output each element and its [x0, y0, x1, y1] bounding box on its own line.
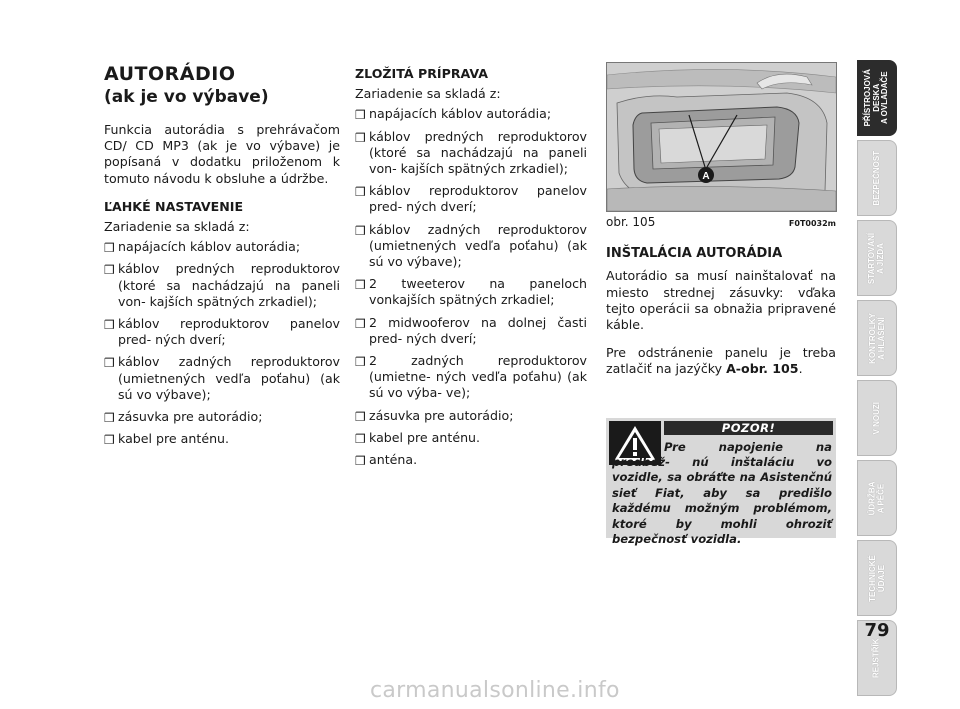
tab-startovani-a-jizda[interactable]: STARTOVÁNÍ A JÍZDA — [857, 220, 897, 296]
page-number: 79 — [864, 620, 890, 641]
list-item: ❒ káblov reproduktorov panelov pred- ných dverí; — [355, 183, 587, 215]
panel-removal-paragraph: Pre odstránenie panelu je treba zatlačiť na jazýčky A-obr. 105. — [606, 345, 836, 377]
warning-text: Pre napojenie na predbež- nú inštaláciu vo vozidle, sa obráťte na Asistenčnú sieť Fiat, aby sa predišlo každému možným problémom, ktoré by mohli ohroziť bezpečnosť vozidla. — [612, 439, 832, 547]
list-item: ❒ 2 zadných reproduktorov (umietne- ných vedľa poťahu) (ak sú vo výba- ve); — [355, 353, 587, 401]
list-item: ❒ 2 midwooferov na dolnej časti pred- ných dverí; — [355, 314, 587, 346]
tab-kontrolky-a-hlaseni[interactable]: KONTROLKY A HLÁŠENÍ — [857, 300, 897, 376]
warning-box — [606, 418, 836, 547]
tab-bezpecnost[interactable]: BEZPEČNOST — [857, 140, 897, 216]
figure-code: F0T0032m — [788, 219, 836, 228]
column-left — [104, 62, 340, 453]
checkbox-bullet-icon: ❒ — [104, 411, 115, 426]
section-heading-installation: INŠTALÁCIA AUTORÁDIA — [606, 246, 783, 262]
installation-paragraph: Autorádio sa musí nainštalovať na miesto strednej zásuvky: vďaka tejto operácii sa obnažia pripravené káble. — [606, 268, 836, 333]
intro-paragraph: Funkcia autorádia s prehrávačom CD/ CD MP3 (ak je vo výbave) je popísaná v dodatku priloženom k tomuto návodu k obsluhe a údržbe. — [104, 122, 340, 186]
section-intro: Zariadenie sa skladá z: — [355, 86, 501, 102]
section-intro: Zariadenie sa skladá z: — [104, 219, 250, 235]
checkbox-bullet-icon: ❒ — [355, 223, 366, 238]
column-middle — [355, 62, 587, 474]
checkbox-bullet-icon: ❒ — [355, 431, 366, 446]
checkbox-bullet-icon: ❒ — [355, 130, 366, 145]
list-item: ❒ káblov zadných reproduktorov (umietnených vedľa poťahu) (ak sú vo výbave); — [355, 221, 587, 270]
component-list-easy — [104, 239, 340, 447]
tab-rejstrik[interactable]: REJSTŘÍK — [857, 620, 897, 696]
warning-header: POZOR! — [664, 421, 833, 435]
tab-v-nouzi[interactable]: V NOUZI — [857, 380, 897, 456]
list-item: ❒ kabel pre anténu. — [355, 429, 481, 446]
figure-label: obr. 105 — [606, 215, 656, 229]
checkbox-bullet-icon: ❒ — [355, 409, 366, 424]
column-right — [606, 62, 836, 547]
list-item: ❒ 2 tweeterov na paneloch vonkajších spätných zrkadiel; — [355, 276, 587, 308]
list-item: ❒ káblov predných reproduktorov (ktoré sa nachádzajú na paneli von- kajších spätných zrkadiel); — [104, 261, 340, 309]
checkbox-bullet-icon: ❒ — [104, 356, 115, 371]
list-item: ❒ kabel pre anténu. — [104, 431, 230, 448]
chapter-tabs — [857, 60, 897, 700]
list-item: ❒ káblov reproduktorov panelov pred- ných dverí; — [104, 316, 340, 348]
checkbox-bullet-icon: ❒ — [355, 355, 366, 370]
dashboard-illustration — [607, 63, 836, 211]
callout-marker-label: A — [702, 171, 710, 182]
checkbox-bullet-icon: ❒ — [104, 263, 115, 278]
tab-technicke-udaje[interactable]: TECHNICKÉ ÚDAJE — [857, 540, 897, 616]
tab-pristrojova-deska[interactable]: PŘÍSTROJOVÁ DESKA A OVLADAČE — [857, 60, 897, 136]
checkbox-bullet-icon: ❒ — [355, 278, 366, 293]
list-item: ❒ zásuvka pre autorádio; — [104, 409, 263, 426]
tab-udrzba-a-pece[interactable]: ÚDRŽBA A PÉČE — [857, 460, 897, 536]
list-item: ❒ napájacích káblov autorádia; — [355, 106, 552, 123]
figure-caption — [606, 214, 836, 232]
watermark: carmanualsonline.info — [370, 678, 620, 703]
list-item: ❒ káblov predných reproduktorov (ktoré sa nachádzajú na paneli von- kajších spätných zrkadiel); — [355, 128, 587, 177]
checkbox-bullet-icon: ❒ — [104, 318, 115, 333]
checkbox-bullet-icon: ❒ — [355, 185, 366, 200]
page-title: AUTORÁDIO — [104, 63, 236, 85]
list-item: ❒ zásuvka pre autorádio; — [355, 407, 514, 424]
component-list-complex — [355, 106, 587, 468]
section-heading-complex-setup: ZLOŽITÁ PRÍPRAVA — [355, 66, 489, 81]
list-item: ❒ káblov zadných reproduktorov (umietnených vedľa poťahu) (ak sú vo výbave); — [104, 354, 340, 402]
checkbox-bullet-icon: ❒ — [104, 433, 115, 448]
checkbox-bullet-icon: ❒ — [355, 108, 366, 123]
page-subtitle: (ak je vo výbave) — [104, 87, 269, 107]
checkbox-bullet-icon: ❒ — [355, 316, 366, 331]
checkbox-bullet-icon: ❒ — [104, 241, 115, 256]
list-item: ❒ anténa. — [355, 452, 418, 469]
checkbox-bullet-icon: ❒ — [355, 454, 366, 469]
section-heading-easy-setup: ĽAHKÉ NASTAVENIE — [104, 198, 244, 214]
figure-reference: A-obr. 105 — [726, 361, 799, 377]
figure-dashboard-drawer — [606, 62, 837, 212]
list-item: ❒ napájacích káblov autorádia; — [104, 239, 301, 256]
